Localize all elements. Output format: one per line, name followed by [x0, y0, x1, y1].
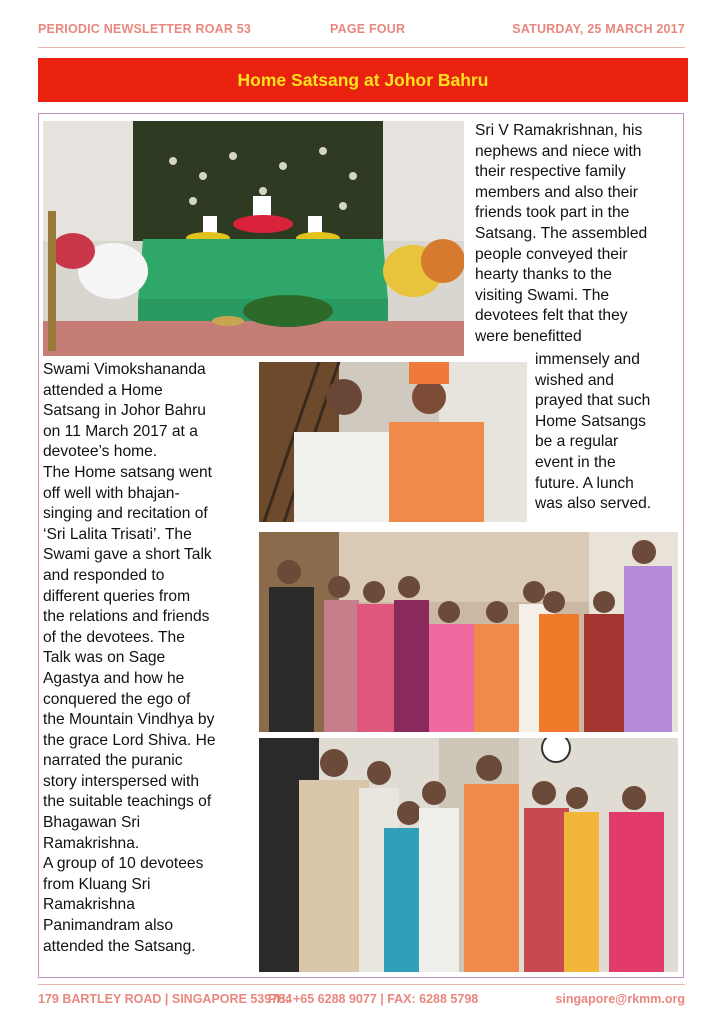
- text-line: Panimandram also: [43, 917, 174, 935]
- text-line: off well with bhajan-: [43, 484, 180, 502]
- article-title-banner: [38, 58, 688, 102]
- text-line: attended the Satsang.: [43, 937, 196, 955]
- footer-address: 179 BARTLEY ROAD | SINGAPORE 539784: [38, 992, 293, 1006]
- text-line: Ramakrishna: [43, 896, 135, 914]
- text-line: Satsang. The assembled: [475, 224, 648, 242]
- text-line: were benefitted: [475, 327, 582, 345]
- text-line: and responded to: [43, 566, 165, 584]
- text-line: visiting Swami. The: [475, 286, 610, 304]
- text-line: Ramakrishna.: [43, 834, 140, 852]
- text-line: members and also their: [475, 183, 638, 201]
- text-line: from Kluang Sri: [43, 875, 151, 893]
- footer-phone: PH: +65 6288 9077 | FAX: 6288 5798: [268, 992, 479, 1006]
- text-line: story interspersed with: [43, 772, 199, 790]
- text-line: Swami gave a short Talk: [43, 546, 212, 564]
- text-line: Swami Vimokshananda: [43, 361, 206, 378]
- text-line: Home Satsangs: [535, 412, 646, 430]
- altar-photo: [43, 121, 464, 356]
- text-line: people conveyed their: [475, 245, 628, 263]
- text-line: narrated the puranic: [43, 752, 183, 770]
- article-left-column: [43, 360, 255, 957]
- text-line: wished and: [535, 371, 614, 389]
- text-line: prayed that such: [535, 392, 651, 410]
- text-line: future. A lunch: [535, 474, 634, 492]
- article-right-top-column: [475, 121, 685, 348]
- header-divider: [38, 47, 685, 48]
- footer-email-link[interactable]: singapore@rkmm.org: [555, 992, 685, 1006]
- text-line: Satsang in Johor Bahru: [43, 402, 206, 420]
- footer-divider: [38, 984, 685, 985]
- page-number: PAGE FOUR: [330, 22, 406, 36]
- text-line: hearty thanks to the: [475, 266, 612, 284]
- text-line: event in the: [535, 453, 616, 471]
- text-line: Agastya and how he: [43, 669, 185, 687]
- text-line: The Home satsang went: [43, 463, 213, 481]
- text-line: different queries from: [43, 587, 191, 605]
- text-line: devotee’s home.: [43, 443, 158, 461]
- text-line: nephews and niece with: [475, 142, 642, 160]
- text-line: the suitable teachings of: [43, 793, 212, 811]
- text-line: immensely and: [535, 351, 640, 368]
- text-line: friends took part in the: [475, 204, 630, 222]
- text-line: singing and recitation of: [43, 505, 208, 523]
- text-line: A group of 10 devotees: [43, 855, 204, 873]
- issue-date: SATURDAY, 25 MARCH 2017: [512, 22, 685, 36]
- group-photo-2: [259, 738, 678, 972]
- group-photo-1: [259, 532, 678, 732]
- text-line: the grace Lord Shiva. He: [43, 731, 216, 749]
- text-line: devotees felt that they: [475, 307, 628, 325]
- text-line: the Mountain Vindhya by: [43, 711, 215, 729]
- swami-with-host-photo: [259, 362, 527, 522]
- text-line: Talk was on Sage: [43, 649, 166, 667]
- text-line: conquered the ego of: [43, 690, 191, 708]
- text-line: Bhagawan Sri: [43, 814, 141, 832]
- newsletter-issue: PERIODIC NEWSLETTER ROAR 53: [38, 22, 252, 36]
- text-line: attended a Home: [43, 381, 163, 399]
- article-title: Home Satsang at Johor Bahru: [237, 69, 489, 90]
- text-line: their respective family: [475, 163, 626, 181]
- text-line: of the devotees. The: [43, 628, 185, 646]
- text-line: the relations and friends: [43, 608, 210, 626]
- text-line: Sri V Ramakrishnan, his: [475, 122, 643, 139]
- text-line: be a regular: [535, 433, 619, 451]
- article-right-lower-column: [535, 350, 685, 515]
- text-line: was also served.: [535, 495, 652, 513]
- text-line: on 11 March 2017 at a: [43, 422, 198, 440]
- text-line: ‘Sri Lalita Trisati’. The: [43, 525, 192, 543]
